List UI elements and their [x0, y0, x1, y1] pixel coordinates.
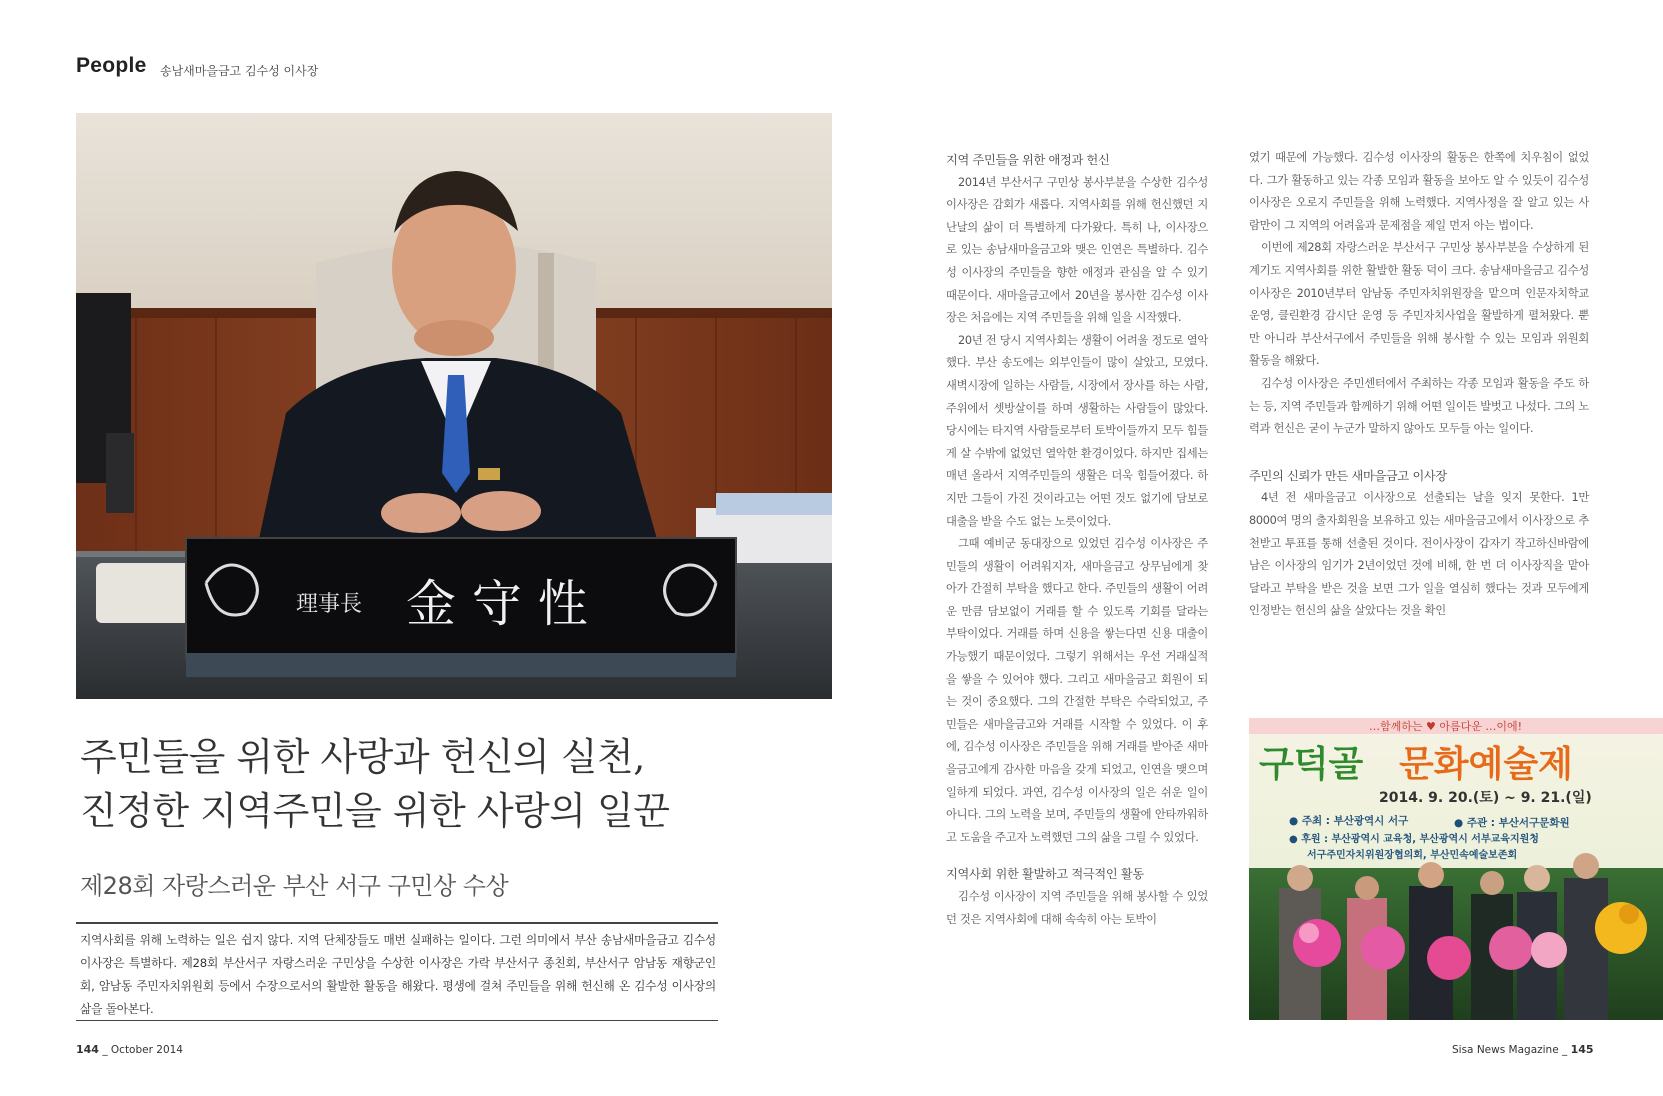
paragraph: 였기 때문에 가능했다. 김수성 이사장의 활동은 한쪽에 치우침이 없었다. 그가 활동하고 있는 각종 모임과 활동을 보아도 알 수 있듯이 김수성 이사장은 오로지 주민들을 위해 노력했다. 지역사정을 잘 알고 있는 사람만이 그 지역의 어려움과 문제점을 제일 먼저 아는 법이다.	[1249, 151, 1589, 232]
banner-top-text: …함께하는 ♥ 아름다운 …이에!	[1369, 720, 1523, 733]
paragraph: 4년 전 새마을금고 이사장으로 선출되는 날을 잊지 못한다. 1만 8000여 명의 출자회원을 보유하고 있는 새마을금고에서 이사장으로 추천받고 투표를 통해 선출된 것이다. 전이사장이 갑자기 작고하신바람에 남은 이사장의 임기가 2년이었던 것에 비해, 한 번 더 이사장직을 맡아달라고 부탁을 받은 것을 보면 그가 일을 열심히 했다는 것과 모두에게 인정받는 헌신의 삶을 살았다는 것을 확인	[1249, 491, 1589, 618]
award-ceremony-photo	[1249, 718, 1663, 1020]
banner-title-right: 문화예술제	[1399, 744, 1573, 785]
page-number-left: 144	[76, 1043, 99, 1056]
headline	[80, 730, 760, 838]
page-number-right: 145	[1570, 1043, 1594, 1056]
lead-paragraph: 지역사회를 위해 노력하는 일은 쉽지 않다. 지역 단체장들도 매번 실패하는 일이다. 그런 의미에서 부산 송남새마을금고 김수성 이사장은 특별하다. 제28회 부산서구 자랑스러운 구민상을 수상한 이사장은 가락 부산서구 종친회, 부산서구 암남동 재향군인회, 암남동 주민자치위원회 등에서 수장으로서의 활발한 활동을 해왔다. 평생에 걸쳐 주민들을 위해 헌신해 온 김수성 이사장의 삶을 돌아본다.	[80, 933, 716, 1016]
footer-left-text: _ October 2014	[102, 1044, 183, 1056]
section-heading: 지역 주민들을 위한 애정과 헌신	[946, 153, 1110, 167]
banner-date: 2014. 9. 20.(토) ~ 9. 21.(일)	[1379, 790, 1592, 806]
banner-title-left: 구덕골	[1259, 744, 1364, 785]
article-column-2	[1249, 147, 1589, 623]
nameplate-name: 金 守 性	[406, 575, 588, 633]
subheadline: 제28회 자랑스러운 부산 서구 구민상 수상	[80, 872, 509, 900]
paragraph: 2014년 부산서구 구민상 봉사부분을 수상한 김수성 이사장은 감회가 새롭다. 지역사회를 위해 헌신했던 지난날의 삶이 더 특별하게 다가왔다. 특히 나, 이사장으로 있는 송남새마을금고와 맺은 인연은 특별하다. 김수성 이사장의 주민들을 향한 애정과 관심을 알 수 있기 때문이다. 새마을금고에서 20년을 봉사한 김수성 이사장은 처음에는 지역 주민들을 위해 일을 시작했다.	[946, 175, 1208, 325]
section-heading: 지역사회 위한 활발하고 적극적인 활동	[946, 867, 1144, 882]
section-label: People	[76, 54, 147, 77]
paragraph: 그때 예비군 동대장으로 있었던 김수성 이사장은 주민들의 생활이 어려워지자, 새마을금고 상무님에게 찾아가 간절히 부탁을 했다고 한다. 주민들의 생활이 어려운 만큼 담보없이 거래를 할 수 있도록 기회를 달라는 부탁이었다. 거래를 하며 신용을 쌓는다면 신용 대출이 가능했기 때문이었다. 그렇기 위해서는 우선 거래실적을 쌓을 수 있어야 했다. 그리고 새마을금고 회원이 되는 것이 중요했다. 그의 간절한 부탁은 수락되었고, 주민들은 새마을금고와 거래를 시작할 수 있었다. 이 후에, 김수성 이사장은 주민들을 위해 거래를 받아준 새마을금고에게 감사한 마음을 갖게 되었고, 인연을 맺으며 일하게 되었다. 과연, 김수성 이사장의 일은 쉬운 일이 아니다. 그의 노력을 보며, 주민들의 생활에 안타까워하고 도움을 주고자 노력했던 그의 삶을 그릴 수 있었다.	[946, 537, 1208, 844]
footer-right	[1452, 1043, 1594, 1056]
header-subtitle: 송남새마을금고 김수성 이사장	[160, 64, 319, 78]
banner-host: ● 주최 : 부산광역시 서구	[1289, 815, 1409, 827]
headline-line-2: 진정한 지역주민을 위한 사랑의 일꾼	[80, 789, 670, 833]
main-portrait-photo	[76, 113, 832, 699]
paragraph: 김수성 이사장이 지역 주민들을 위해 봉사할 수 있었던 것은 지역사회에 대해 속속히 아는 토박이	[946, 890, 1208, 926]
footer-left	[76, 1043, 183, 1056]
paragraph: 이번에 제28회 자랑스러운 부산서구 구민상 봉사부분을 수상하게 된 계기도 지역사회를 위한 활발한 활동 덕이 크다. 송남새마을금고 김수성 이사장은 2010년부터 암남동 주민자치위원장을 맡으며 인문자치학교 운영, 클린환경 감시단 운영 등 주민자치사업을 활발하게 펼쳐왔다. 뿐만 아니라 부산서구에서 주민들을 위해 봉사할 수 있는 모임과 위원회 활동을 해왔다.	[1249, 241, 1589, 368]
section-heading: 주민의 신뢰가 만든 새마을금고 이사장	[1249, 468, 1447, 483]
paragraph: 김수성 이사장은 주민센터에서 주최하는 각종 모임과 활동을 주도 하는 등, 지역 주민들과 함께하기 위해 어떤 일이든 발벗고 나섰다. 그의 노력과 헌신은 굳이 누군가 말하지 않아도 모두들 아는 일이다.	[1249, 376, 1589, 436]
banner-sponsor: ● 후원 : 부산광역시 교육청, 부산광역시 서부교육지원청	[1289, 834, 1539, 845]
article-column-1	[946, 149, 1208, 931]
paragraph: 20년 전 당시 지역사회는 생활이 어려울 정도로 열악했다. 부산 송도에는 외부인들이 많이 살았고, 모였다. 새벽시장에 일하는 사람들, 시장에서 장사를 하는 사람, 주위에서 셋방살이를 하며 생활하는 사람들이 많았다. 당시에는 타지역 사람들로부터 토박이들까지 모두 힘들게 살 수밖에 없었던 열악한 환경이었다. 하지만 집세는 매년 올라서 지역주민들의 생활은 더욱 힘들어졌다. 하지만 그들이 가진 것이라고는 어떤 것도 없기에 담보로 대출을 받을 수도 없는 노릇이었다.	[946, 333, 1208, 528]
headline-line-1: 주민들을 위한 사랑과 헌신의 실천,	[80, 735, 645, 779]
banner-sponsor-line2: 서구주민자치위원장협의회, 부산민속예술보존회	[1307, 850, 1518, 861]
nameplate-title: 理事長	[296, 592, 363, 617]
lead-rule-top	[76, 922, 718, 924]
lead-rule-bottom	[76, 1020, 718, 1021]
footer-right-text: Sisa News Magazine _	[1452, 1044, 1568, 1056]
banner-organizer: ● 주관 : 부산서구문화원	[1454, 817, 1570, 829]
